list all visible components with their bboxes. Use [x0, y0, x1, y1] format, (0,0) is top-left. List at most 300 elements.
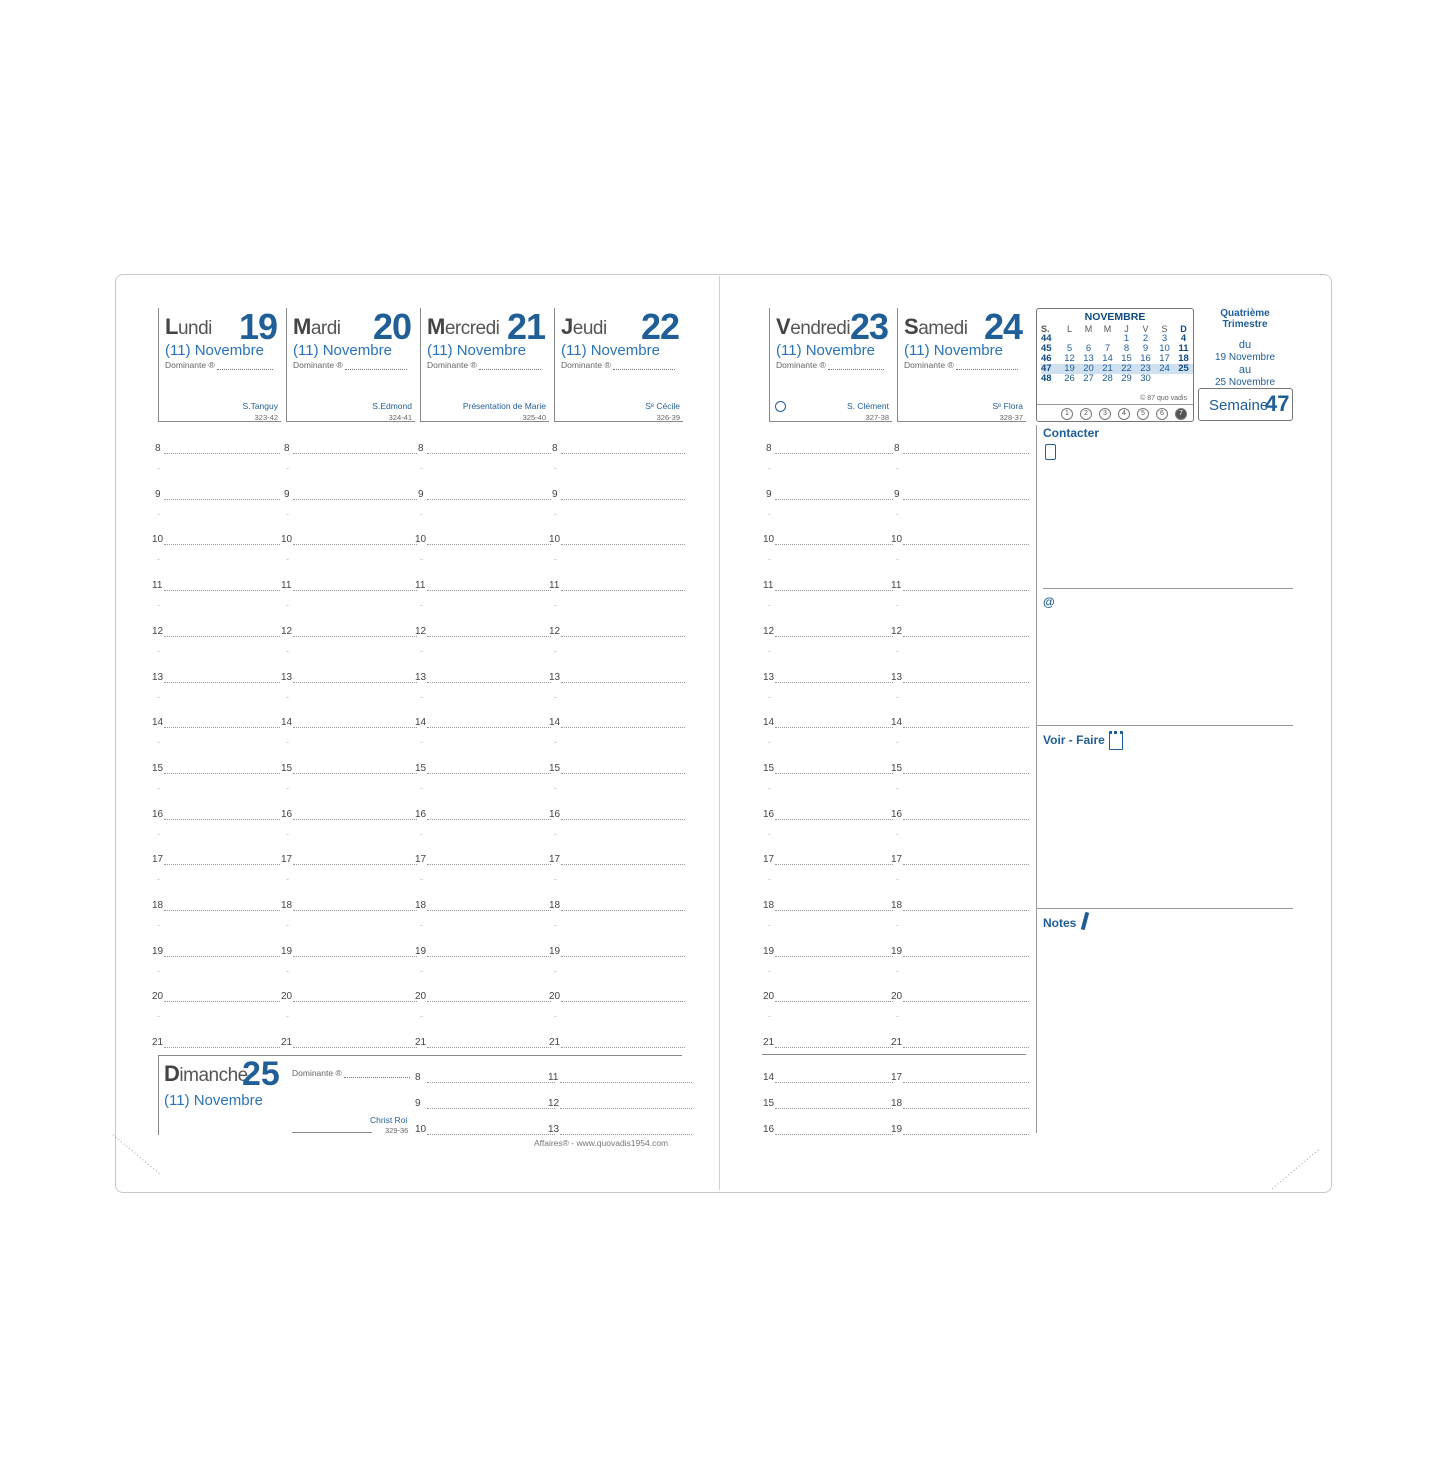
half-hour-mark: - [157, 600, 160, 611]
hour-line[interactable] [561, 956, 685, 957]
half-hour-mark: - [896, 874, 899, 885]
hour-label: 12 [415, 625, 427, 637]
hour-label: 9 [766, 488, 772, 500]
hour-line[interactable] [903, 636, 1029, 637]
half-hour-mark: - [896, 737, 899, 748]
hour-label: 10 [549, 534, 561, 546]
hour-line[interactable] [164, 773, 280, 774]
hour-label: 9 [155, 488, 161, 500]
half-hour-mark: - [896, 782, 899, 793]
half-hour-mark: - [768, 691, 771, 702]
week-number: 47 [1265, 391, 1290, 416]
hour-line[interactable] [164, 864, 280, 865]
day-number: 20 [372, 306, 411, 347]
hour-line[interactable] [561, 636, 685, 637]
day-code: 328-37 [999, 413, 1023, 422]
hour-line[interactable] [293, 590, 417, 591]
hour-line[interactable] [293, 682, 417, 683]
half-hour-mark: - [554, 965, 557, 976]
hour-line[interactable] [775, 773, 893, 774]
hour-label: 20 [549, 991, 561, 1003]
hour-line[interactable] [775, 453, 893, 454]
hour-label: 16 [281, 808, 293, 820]
hour-label: 12 [549, 625, 561, 637]
hour-label: 11 [415, 580, 426, 592]
hour-line[interactable] [293, 544, 417, 545]
hour-line[interactable] [775, 864, 893, 865]
hour-line[interactable] [427, 499, 551, 500]
hour-line[interactable] [775, 1047, 893, 1048]
day-header-21 [420, 308, 549, 422]
hour-line[interactable] [164, 1001, 280, 1002]
day-code: 325-40 [522, 413, 546, 422]
calendar-grid [1041, 324, 1193, 384]
half-hour-mark: - [768, 600, 771, 611]
weekend-extra-line[interactable] [775, 1082, 893, 1083]
hour-label: 8 [418, 443, 424, 454]
day-name: Vendredi [776, 314, 851, 339]
calendar-cell: 47 [1041, 363, 1052, 374]
hour-line[interactable] [903, 727, 1029, 728]
hour-label: 18 [152, 900, 164, 911]
half-hour-mark: - [420, 874, 423, 885]
hour-label: 11 [281, 580, 292, 592]
day-header-19 [158, 308, 281, 422]
hour-line[interactable] [561, 1001, 685, 1002]
hour-line[interactable] [164, 682, 280, 683]
hour-line[interactable] [293, 727, 417, 728]
hour-line[interactable] [775, 636, 893, 637]
hour-label: 9 [284, 488, 290, 500]
hour-label: 17 [763, 854, 775, 866]
weekend-extra-line[interactable] [903, 1082, 1029, 1083]
sunday-saint: Christ Roi [370, 1115, 408, 1125]
hour-label: 21 [891, 1037, 903, 1049]
hour-label: 12 [891, 625, 903, 637]
dominante-line [479, 369, 541, 370]
hour-line[interactable] [293, 864, 417, 865]
calendar-cell: 24 [1159, 363, 1170, 374]
dominante-line [613, 369, 675, 370]
calendar-cell: 29 [1121, 373, 1132, 384]
hour-label: 19 [281, 945, 293, 957]
half-hour-mark: - [157, 691, 160, 702]
hour-line[interactable] [293, 773, 417, 774]
day-header-22 [554, 308, 683, 422]
calendar-cell: 21 [1102, 363, 1113, 374]
hour-line[interactable] [903, 590, 1029, 591]
hour-label: 13 [763, 671, 775, 683]
hour-line[interactable] [427, 864, 551, 865]
day-number: 21 [506, 306, 545, 347]
hour-line[interactable] [561, 544, 685, 545]
dominante-line [828, 369, 884, 370]
calendar-cell: 44 [1041, 333, 1052, 344]
dominante-label: Dominante ® [776, 360, 826, 370]
hour-line[interactable] [427, 956, 551, 957]
half-hour-mark: - [420, 600, 423, 611]
weekday-circle: 2 [1080, 408, 1092, 420]
half-hour-mark: - [286, 965, 289, 976]
calendar-cell: 13 [1083, 353, 1094, 364]
half-hour-mark: - [768, 965, 771, 976]
hour-label: 11 [891, 580, 902, 592]
hour-label: 17 [281, 854, 293, 866]
calendar-cell: 30 [1140, 373, 1151, 384]
sunday-hour-line[interactable] [560, 1082, 692, 1083]
notes-panel-border [1036, 425, 1037, 1133]
half-hour-mark: - [157, 965, 160, 976]
calendar-cell: 8 [1123, 343, 1130, 354]
weekday-circle: 4 [1118, 408, 1130, 420]
calendar-cell: 27 [1083, 373, 1094, 384]
hour-line[interactable] [903, 499, 1029, 500]
day-number: 19 [238, 306, 277, 347]
hour-label: 15 [152, 762, 164, 774]
quarter-to: 25 Novembre [1214, 377, 1276, 388]
sunday-hour: 13 [548, 1124, 560, 1135]
hour-label: 13 [891, 671, 903, 683]
weekend-extra-line[interactable] [903, 1134, 1029, 1135]
hour-line[interactable] [293, 1001, 417, 1002]
weekend-divider [762, 1054, 1026, 1055]
day-header-20 [286, 308, 415, 422]
hour-label: 13 [415, 671, 427, 683]
half-hour-mark: - [768, 645, 771, 656]
hour-line[interactable] [903, 864, 1029, 865]
phone-icon [1045, 444, 1056, 460]
hour-line[interactable] [164, 453, 280, 454]
hour-label: 10 [891, 534, 903, 546]
notes-title: Notes [1043, 916, 1077, 930]
saint-name: S.Edmond [372, 401, 412, 411]
day-name: Lundi [165, 314, 212, 339]
half-hour-mark: - [768, 508, 771, 519]
hour-line[interactable] [293, 910, 417, 911]
saint-name: Sᵉ Flora [992, 401, 1023, 411]
day-code: 323-42 [254, 413, 278, 422]
hour-label: 16 [152, 808, 164, 820]
hour-line[interactable] [427, 453, 551, 454]
sunday-code: 329-36 [385, 1126, 409, 1135]
hour-line[interactable] [903, 682, 1029, 683]
hour-line[interactable] [427, 773, 551, 774]
day-month: (11) Novembre [427, 342, 526, 359]
quarter-au: au [1238, 364, 1252, 376]
hour-line[interactable] [164, 727, 280, 728]
day-code: 327-38 [865, 413, 889, 422]
weekend-extra-line[interactable] [775, 1134, 893, 1135]
half-hour-mark: - [554, 554, 557, 565]
calendar-cell: 4 [1180, 333, 1187, 344]
hour-line[interactable] [903, 773, 1029, 774]
hour-label: 15 [891, 762, 903, 774]
sunday-hour: 11 [548, 1072, 559, 1083]
hour-line[interactable] [903, 1001, 1029, 1002]
contacter-separator [1043, 588, 1293, 589]
hour-label: 21 [763, 1037, 775, 1049]
hour-line[interactable] [775, 499, 893, 500]
hour-label: 16 [891, 808, 903, 820]
half-hour-mark: - [157, 782, 160, 793]
hour-line[interactable] [164, 1047, 280, 1048]
hour-line[interactable] [164, 956, 280, 957]
email-separator [1036, 725, 1293, 726]
sunday-name: Dimanche [164, 1061, 248, 1086]
saint-name: S.Tanguy [242, 401, 278, 411]
calendar-separator [1037, 404, 1193, 405]
mini-calendar [1036, 308, 1194, 422]
hour-line[interactable] [427, 544, 551, 545]
saint-name: Présentation de Marie [462, 401, 546, 411]
half-hour-mark: - [554, 737, 557, 748]
calendar-header-cell: S [1161, 324, 1168, 334]
hour-line[interactable] [561, 727, 685, 728]
half-hour-mark: - [157, 828, 160, 839]
hour-label: 19 [152, 945, 164, 957]
dominante-line [345, 369, 407, 370]
hour-label: 9 [552, 488, 558, 500]
day-code: 324-41 [388, 413, 412, 422]
half-hour-mark: - [286, 554, 289, 565]
hour-line[interactable] [164, 910, 280, 911]
sunday-hour-line[interactable] [427, 1108, 555, 1109]
hour-line[interactable] [775, 819, 893, 820]
sunday-hour-line[interactable] [560, 1134, 692, 1135]
hour-line[interactable] [427, 590, 551, 591]
hour-label: 16 [763, 808, 775, 820]
half-hour-mark: - [286, 691, 289, 702]
half-hour-mark: - [554, 600, 557, 611]
calendar-month: NOVEMBRE [1084, 311, 1146, 323]
hour-line[interactable] [561, 590, 685, 591]
hour-line[interactable] [293, 499, 417, 500]
sunday-hour: 8 [415, 1072, 421, 1083]
calendar-cell: 16 [1140, 353, 1151, 364]
hour-line[interactable] [775, 956, 893, 957]
weekday-circle: 7 [1175, 408, 1187, 420]
hour-line[interactable] [775, 910, 893, 911]
calendar-cell: 19 [1064, 363, 1075, 374]
hour-label: 8 [894, 443, 900, 454]
hour-label: 21 [152, 1037, 164, 1049]
half-hour-mark: - [554, 645, 557, 656]
hour-line[interactable] [164, 499, 280, 500]
voir-faire-separator [1036, 908, 1293, 909]
hour-line[interactable] [561, 910, 685, 911]
calendar-cell: 20 [1083, 363, 1094, 374]
weekday-circle: 5 [1137, 408, 1149, 420]
half-hour-mark: - [896, 1011, 899, 1022]
voir-faire-title: Voir - Faire [1043, 733, 1105, 747]
half-hour-mark: - [768, 874, 771, 885]
weekend-extra-line[interactable] [775, 1108, 893, 1109]
weekend-extra-line[interactable] [903, 1108, 1029, 1109]
hour-label: 17 [891, 854, 903, 866]
hour-label: 20 [152, 991, 164, 1003]
calendar-header-cell: V [1142, 324, 1149, 334]
calendar-cell: 48 [1041, 373, 1052, 384]
saint-name: S. Clément [846, 401, 889, 411]
hour-label: 14 [152, 717, 164, 729]
day-month: (11) Novembre [904, 342, 1003, 359]
hour-label: 17 [415, 854, 427, 866]
spine [719, 276, 720, 1190]
footer-text: Affaires® - www.quovadis1954.com [534, 1138, 669, 1148]
day-code: 326-39 [656, 413, 680, 422]
hour-line[interactable] [561, 682, 685, 683]
calendar-cell: 45 [1041, 343, 1052, 354]
half-hour-mark: - [768, 828, 771, 839]
hour-label: 21 [281, 1037, 293, 1049]
calendar-cell [1174, 374, 1193, 384]
half-hour-mark: - [420, 463, 423, 473]
hour-label: 18 [763, 900, 775, 911]
calendar-cell: 9 [1142, 343, 1149, 354]
half-hour-mark: - [896, 920, 899, 930]
hour-line[interactable] [293, 636, 417, 637]
half-hour-mark: - [157, 920, 160, 930]
hour-label: 8 [766, 443, 772, 454]
hour-label: 10 [281, 534, 293, 546]
hour-label: 11 [763, 580, 774, 592]
day-header-23 [769, 308, 892, 422]
day-name: Samedi [904, 314, 968, 339]
half-hour-mark: - [420, 508, 423, 519]
half-hour-mark: - [286, 463, 289, 473]
dominante-label: Dominante ® [427, 360, 477, 370]
binding-dots-right: ∙∙∙∙∙∙∙∙∙∙∙∙∙∙∙∙∙∙ [1268, 1144, 1323, 1193]
half-hour-mark: - [286, 1011, 289, 1022]
hour-line[interactable] [903, 544, 1029, 545]
day-number: 24 [983, 306, 1022, 347]
hour-line[interactable] [775, 590, 893, 591]
hour-line[interactable] [164, 590, 280, 591]
hour-line[interactable] [775, 544, 893, 545]
day-name: Jeudi [561, 314, 607, 339]
hour-line[interactable] [427, 1047, 551, 1048]
hour-line[interactable] [561, 819, 685, 820]
calendar-cell [1155, 374, 1174, 384]
hour-line[interactable] [775, 682, 893, 683]
hour-label: 9 [894, 488, 900, 500]
half-hour-mark: - [157, 1011, 160, 1022]
sunday-dominante: Dominante ® [292, 1068, 342, 1078]
calendar-cell: 7 [1104, 343, 1111, 354]
half-hour-mark: - [420, 1011, 423, 1022]
hour-line[interactable] [561, 499, 685, 500]
weekend-extra-hour: 16 [763, 1124, 775, 1135]
hour-line[interactable] [903, 819, 1029, 820]
quarter-from: 19 Novembre [1214, 352, 1276, 363]
half-hour-mark: - [896, 828, 899, 839]
hour-label: 12 [763, 625, 775, 637]
hour-line[interactable] [775, 1001, 893, 1002]
half-hour-mark: - [286, 874, 289, 885]
hour-label: 15 [281, 762, 293, 774]
hour-line[interactable] [164, 544, 280, 545]
calendar-copyright: © 87 quo vadis [1140, 395, 1187, 402]
sunday-hour-line[interactable] [427, 1134, 555, 1135]
half-hour-mark: - [554, 920, 557, 930]
half-hour-mark: - [157, 645, 160, 656]
day-number: 22 [640, 306, 679, 347]
hour-label: 8 [155, 443, 161, 454]
calendar-cell: 18 [1178, 353, 1189, 364]
half-hour-mark: - [896, 965, 899, 976]
sunday-month: (11) Novembre [164, 1092, 263, 1109]
hour-line[interactable] [561, 773, 685, 774]
hour-label: 15 [549, 762, 561, 774]
hour-line[interactable] [561, 864, 685, 865]
dominante-line [956, 369, 1018, 370]
half-hour-mark: - [420, 828, 423, 839]
hour-line[interactable] [293, 453, 417, 454]
hour-line[interactable] [561, 1047, 685, 1048]
half-hour-mark: - [896, 508, 899, 519]
calendar-cell: 2 [1142, 333, 1149, 344]
half-hour-mark: - [157, 508, 160, 519]
weekday-circle: 1 [1061, 408, 1073, 420]
hour-line[interactable] [561, 453, 685, 454]
weekday-circle: 6 [1156, 408, 1168, 420]
hour-line[interactable] [427, 1001, 551, 1002]
calendar-cell: 10 [1159, 343, 1170, 354]
hour-label: 18 [281, 900, 293, 911]
calendar-cell: 12 [1064, 353, 1075, 364]
hour-line[interactable] [903, 453, 1029, 454]
hour-line[interactable] [427, 682, 551, 683]
half-hour-mark: - [896, 600, 899, 611]
hour-line[interactable] [293, 819, 417, 820]
sunday-hour-line[interactable] [560, 1108, 692, 1109]
half-hour-mark: - [768, 737, 771, 748]
hour-label: 20 [763, 991, 775, 1003]
hour-label: 13 [281, 671, 293, 683]
weekend-extra-hour: 18 [891, 1098, 903, 1109]
calendar-cell: 14 [1102, 353, 1113, 364]
hour-label: 16 [415, 808, 427, 820]
half-hour-mark: - [896, 691, 899, 702]
hour-line[interactable] [164, 636, 280, 637]
sunday-dominante-line [344, 1077, 410, 1078]
contacter-title: Contacter [1043, 426, 1100, 440]
hour-line[interactable] [164, 819, 280, 820]
calendar-header-cell: J [1124, 324, 1129, 334]
half-hour-mark: - [420, 920, 423, 930]
hour-line[interactable] [427, 727, 551, 728]
half-hour-mark: - [420, 782, 423, 793]
hour-line[interactable] [293, 1047, 417, 1048]
calendar-cell: 22 [1121, 363, 1132, 374]
day-month: (11) Novembre [293, 342, 392, 359]
hour-line[interactable] [903, 956, 1029, 957]
hour-line[interactable] [427, 636, 551, 637]
day-header-24 [897, 308, 1026, 422]
hour-line[interactable] [903, 1047, 1029, 1048]
hour-line[interactable] [903, 910, 1029, 911]
hour-label: 11 [549, 580, 560, 592]
day-name: Mardi [293, 314, 341, 339]
half-hour-mark: - [157, 737, 160, 748]
hour-line[interactable] [427, 819, 551, 820]
calendar-cell: 26 [1064, 373, 1075, 384]
hour-line[interactable] [775, 727, 893, 728]
hour-line[interactable] [427, 910, 551, 911]
hour-label: 15 [763, 762, 775, 774]
sunday-hour-line[interactable] [427, 1082, 555, 1083]
hour-line[interactable] [293, 956, 417, 957]
